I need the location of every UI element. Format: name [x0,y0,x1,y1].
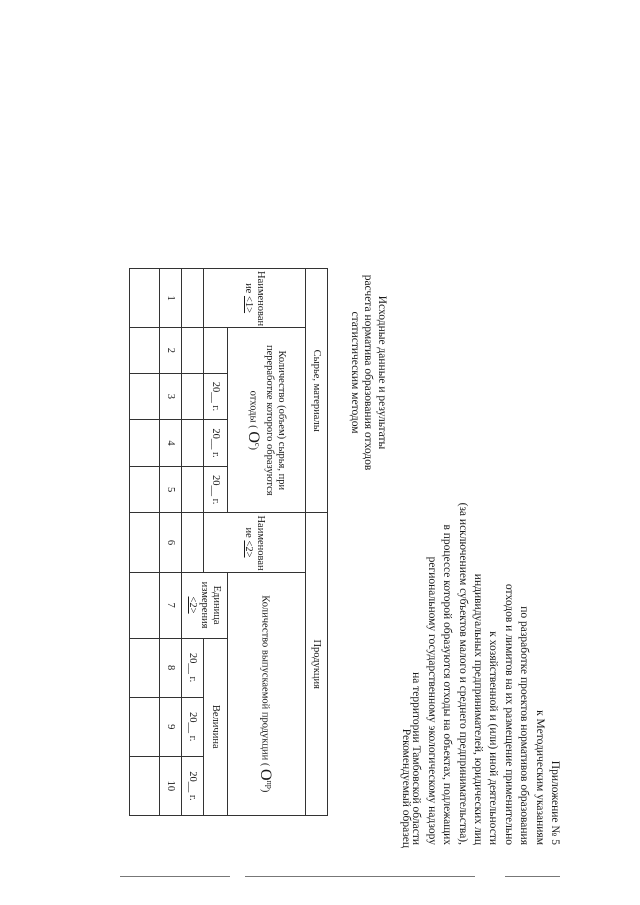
raw-year-2: 20__ г. [204,420,228,467]
title-line: Исходные данные и результаты [376,295,388,450]
raw-quantity-symbol: О [244,431,262,443]
raw-name-part1: Наименован [255,271,267,327]
data-cell-4 [130,420,160,467]
annex-line: на территории Тамбовской области [410,672,423,845]
annex-heading [408,225,562,845]
product-year-3: 20__ г. [182,756,204,815]
product-year-1: 20__ г. [182,638,204,697]
scan-edge-line [245,876,475,877]
product-quantity-close: ) [259,788,271,793]
data-cell-7 [130,572,160,638]
column-number: 2 [160,328,182,373]
data-cell-6 [130,513,160,572]
raw-name-header [204,269,306,328]
annex-line: в процессе которой образуются отходы на объектах, подлежащих [441,524,454,845]
value-header: Величина [204,638,228,815]
product-name-part2: ие [243,527,255,538]
footnote-ref-2b: <2> [187,596,199,614]
data-cell-5 [130,466,160,513]
annex-line: к Методическим указаниям [533,710,546,845]
scan-edge-line [505,876,560,877]
recommended-sample-label: Рекомендуемый образец [400,728,412,848]
annex-line: по разработке проектов нормативов образования [518,606,531,845]
product-quantity-subscript: пр [264,780,274,789]
raw-sub-blank-1 [182,328,204,373]
footnote-ref-2: <2> [243,540,255,558]
raw-materials-group-header: Сырье, материалы [306,269,328,513]
data-cell-8 [130,638,160,697]
raw-year-1: 20__ г. [204,373,228,420]
product-year-2: 20__ г. [182,697,204,756]
raw-name-part2: ие [243,283,255,294]
document-title [347,0,388,745]
annex-line: (за исключением субъектов малого и среднего предпринимательства), [456,502,469,845]
products-group-header: Продукция [306,513,328,816]
raw-quantity-header [228,328,306,513]
raw-quantity-subscript: с [252,442,262,447]
annex-line: Приложение № 5 [549,760,561,845]
product-quantity-header [228,572,306,815]
source-data-table [129,268,328,816]
product-name-sub-blank [182,513,204,572]
raw-sub-blank-2 [182,373,204,420]
column-number: 7 [160,572,182,638]
raw-year-col-blank [204,328,228,373]
column-number: 6 [160,513,182,572]
raw-quantity-close: ) [247,446,259,450]
data-cell-1 [130,269,160,328]
raw-sub-blank-3 [182,420,204,467]
title-line: статистическим методом [348,311,361,434]
column-number: 3 [160,373,182,420]
column-number: 5 [160,466,182,513]
raw-sub-blank-4 [182,466,204,513]
unit-label: Единица измерения [199,581,223,629]
footnote-ref-1: <1> [243,295,255,314]
data-cell-10 [130,756,160,815]
column-number: 10 [160,756,182,815]
unit-of-measure-header [182,572,228,638]
raw-name-sub-blank [182,269,204,328]
column-number: 8 [160,638,182,697]
annex-line: к хозяйственной и (или) иной деятельности [487,631,500,845]
data-cell-2 [130,328,160,373]
annex-line: региональному государственному экологическому надзору [425,556,438,845]
product-quantity-symbol: О [256,768,274,781]
column-number: 9 [160,697,182,756]
raw-year-3: 20__ г. [204,466,228,513]
annex-line: отходов и лимитов на их размещение применительно [502,583,515,845]
title-line: расчета норматива образования отходов [362,274,375,471]
data-cell-9 [130,697,160,756]
data-cell-3 [130,373,160,420]
product-name-part1: Наименован [255,515,267,571]
product-name-header [204,513,306,572]
raw-quantity-text: Количество (объем) сырья, при переработке которого образуются отходы ( [247,344,287,496]
column-number: 1 [160,269,182,328]
product-quantity-text: Количество выпускаемой продукции ( [259,595,271,767]
column-number: 4 [160,420,182,467]
scan-edge-line [120,876,230,877]
annex-line: индивидуальных предпринимателей, юридических лиц [471,573,484,845]
